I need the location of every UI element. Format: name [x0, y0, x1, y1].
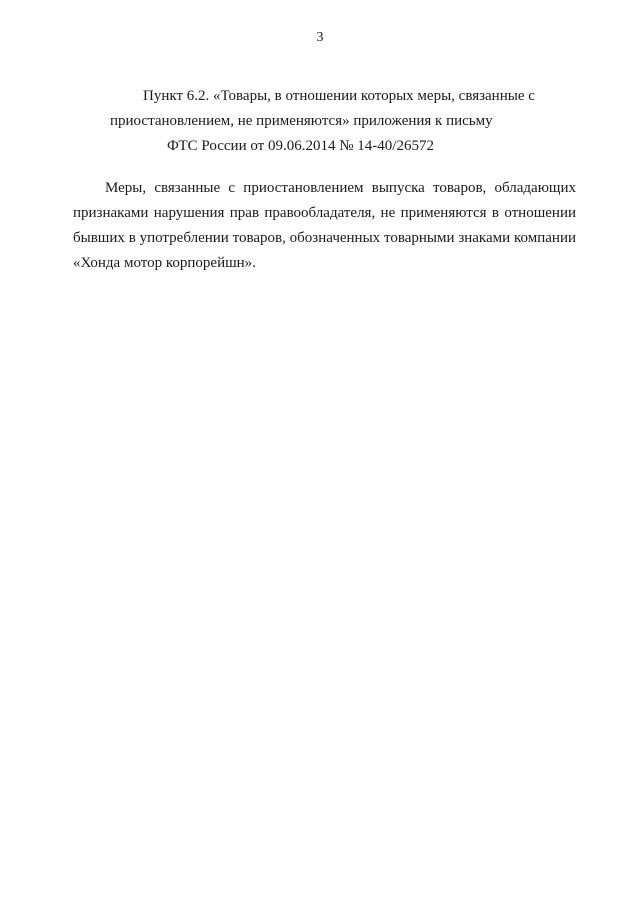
- heading-line: приостановлением, не применяются» приложения к письму: [110, 113, 493, 129]
- body-paragraph: [73, 176, 576, 276]
- heading-line: Пункт 6.2. «Товары, в отношении которых меры, связанные с: [143, 88, 535, 104]
- page-number: 3: [316, 30, 324, 45]
- paragraph-line: Меры, связанные с приостановлением выпуска товаров, обладающих: [105, 180, 576, 196]
- paragraph-line: признаками нарушения прав правообладателя, не применяются в отношении: [73, 205, 576, 221]
- heading-line: ФТС России от 09.06.2014 № 14-40/26572: [167, 138, 434, 154]
- paragraph-line: «Хонда мотор корпорейшн».: [73, 255, 256, 271]
- paragraph-line: бывших в употреблении товаров, обозначенных товарными знаками компании: [73, 230, 576, 246]
- section-heading: [110, 84, 550, 159]
